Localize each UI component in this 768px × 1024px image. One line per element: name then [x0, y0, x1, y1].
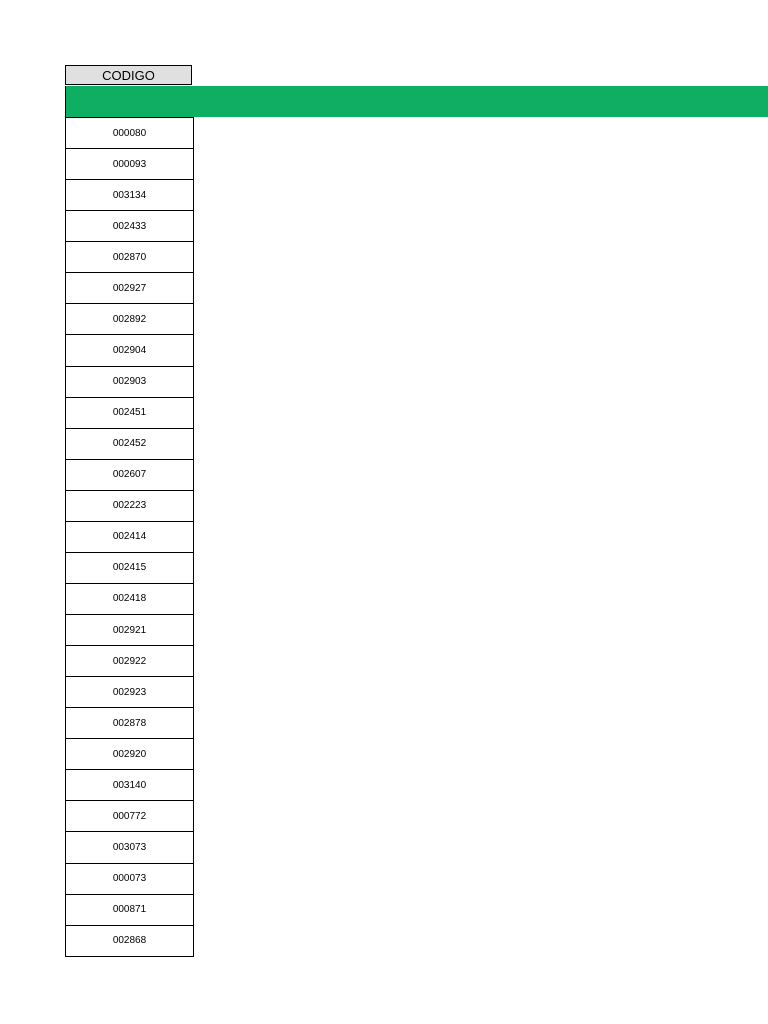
- code-cell[interactable]: [66, 584, 193, 615]
- code-value: 002892: [112, 313, 147, 325]
- codigo-column: [65, 117, 194, 957]
- code-cell[interactable]: [66, 304, 193, 335]
- code-value: 003073: [112, 841, 147, 853]
- code-cell[interactable]: [66, 739, 193, 770]
- code-value: 002433: [112, 220, 147, 232]
- codigo-column-header[interactable]: [65, 65, 192, 85]
- code-cell[interactable]: [66, 242, 193, 273]
- code-cell[interactable]: [66, 367, 193, 398]
- code-cell[interactable]: [66, 149, 193, 180]
- code-cell[interactable]: [66, 211, 193, 242]
- code-value: 002878: [112, 717, 147, 729]
- code-value: 002607: [112, 469, 147, 481]
- code-cell[interactable]: [66, 522, 193, 553]
- codigo-header-label: CODIGO: [102, 67, 155, 83]
- code-value: 003134: [112, 189, 147, 201]
- code-cell[interactable]: [66, 708, 193, 739]
- code-cell[interactable]: [66, 770, 193, 801]
- code-value: 002414: [112, 531, 147, 543]
- code-value: 002418: [112, 593, 147, 605]
- code-value: 003140: [112, 779, 147, 791]
- code-value: 002923: [112, 686, 147, 698]
- code-cell[interactable]: [66, 553, 193, 584]
- code-value: 000772: [112, 810, 147, 822]
- green-header-band: [65, 86, 768, 117]
- code-cell[interactable]: [66, 460, 193, 491]
- code-cell[interactable]: [66, 615, 193, 646]
- code-cell[interactable]: [66, 832, 193, 863]
- code-value: 002920: [112, 748, 147, 760]
- code-value: 000871: [112, 904, 147, 916]
- code-cell[interactable]: [66, 398, 193, 429]
- code-cell[interactable]: [66, 491, 193, 522]
- code-cell[interactable]: [66, 646, 193, 677]
- code-value: 000080: [112, 127, 147, 139]
- code-value: 002415: [112, 562, 147, 574]
- code-value: 002903: [112, 376, 147, 388]
- code-cell[interactable]: [66, 118, 193, 149]
- code-value: 002223: [112, 500, 147, 512]
- code-cell[interactable]: [66, 335, 193, 366]
- code-cell[interactable]: [66, 429, 193, 460]
- code-value: 002451: [112, 407, 147, 419]
- code-cell[interactable]: [66, 677, 193, 708]
- code-value: 002868: [112, 935, 147, 947]
- code-value: 002870: [112, 251, 147, 263]
- code-value: 000073: [112, 873, 147, 885]
- code-cell[interactable]: [66, 180, 193, 211]
- code-cell[interactable]: [66, 926, 193, 957]
- code-cell[interactable]: [66, 895, 193, 926]
- code-cell[interactable]: [66, 864, 193, 895]
- code-cell[interactable]: [66, 273, 193, 304]
- code-value: 002904: [112, 344, 147, 356]
- code-value: 000093: [112, 158, 147, 170]
- code-value: 002452: [112, 438, 147, 450]
- code-value: 002927: [112, 282, 147, 294]
- code-value: 002922: [112, 655, 147, 667]
- code-cell[interactable]: [66, 801, 193, 832]
- code-value: 002921: [112, 624, 147, 636]
